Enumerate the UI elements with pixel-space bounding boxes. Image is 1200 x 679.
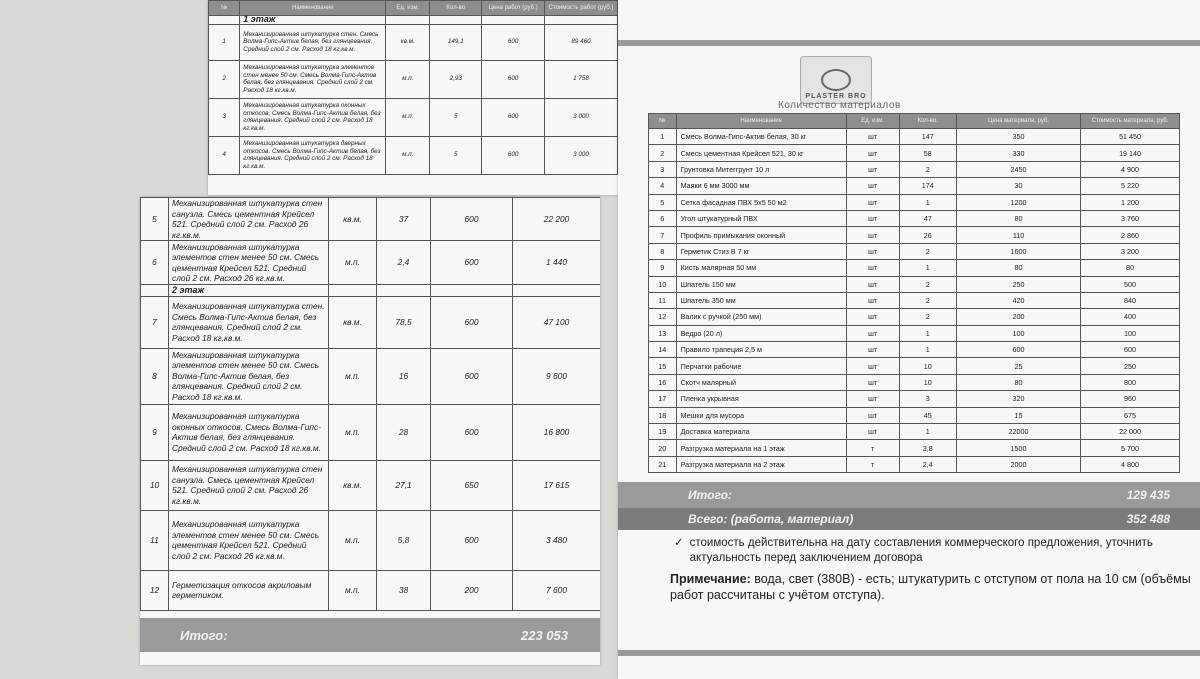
cell-cost: 100: [1081, 325, 1180, 341]
cell-qty: 5: [430, 98, 482, 136]
cell-unit: шт: [846, 407, 899, 423]
cell-unit: шт: [846, 374, 899, 390]
cell-unit: кв.м.: [329, 198, 377, 241]
cell-cost: 3 760: [1081, 210, 1180, 226]
table-row: [649, 178, 1180, 194]
cell-n: 18: [649, 407, 677, 423]
table-row: [649, 227, 1180, 243]
cell-n: 6: [141, 241, 169, 285]
cell-name: Ведро (20 л): [676, 325, 846, 341]
cell-qty: 2: [899, 292, 956, 308]
cell-name: Профиль примыкания оконный: [676, 227, 846, 243]
cell-cost: 960: [1081, 391, 1180, 407]
cell-name: Разгрузка материала на 1 этаж: [676, 440, 846, 456]
cell-price: 80: [956, 374, 1080, 390]
cell-cost: 840: [1081, 292, 1180, 308]
cell-price: 200: [431, 570, 513, 610]
cell-name: Механизированная штукатурка оконных откосов. Смесь Волма-Гипс-Актив белая, без глянцевания. Средний слой 2 см. Расход 18 кг.кв.м.: [240, 98, 386, 136]
cell-qty: 147: [899, 129, 956, 145]
cell-qty: 1: [899, 424, 956, 440]
cell-qty: 149,1: [430, 24, 482, 60]
cell-unit: шт: [846, 358, 899, 374]
divider: [618, 650, 1200, 656]
cell-unit: т: [846, 440, 899, 456]
cell-qty: 27,1: [377, 460, 431, 510]
cell-cost: 9 600: [513, 348, 601, 404]
cell-name: Грунтовка Митеггрунт 10 л: [676, 161, 846, 177]
table-row: [649, 309, 1180, 325]
cell-price: 650: [431, 460, 513, 510]
cell-n: 2: [649, 145, 677, 161]
cell-unit: шт: [846, 276, 899, 292]
cell-name: Механизированная штукатурка оконных откосов. Смесь Волма-Гипс-Актив белая, без глянцевания. Средний слой 2 см. Расход 18 кг.кв.м.: [169, 404, 329, 460]
cell-cost: 5 220: [1081, 178, 1180, 194]
cell-unit: шт: [846, 210, 899, 226]
left-estimate-sheet: [140, 197, 600, 665]
table-row: [649, 243, 1180, 259]
floor-label: 1 этаж: [240, 16, 386, 25]
cell-unit: м.п.: [329, 348, 377, 404]
cell-qty: 10: [899, 374, 956, 390]
remark-label: Примечание:: [670, 572, 751, 586]
validity-note: [674, 536, 1194, 566]
materials-table: [648, 113, 1180, 473]
cell-price: 600: [956, 342, 1080, 358]
grand-total-value: 352 488: [1126, 512, 1170, 526]
cell-price: 600: [431, 510, 513, 570]
cell-unit: шт: [846, 342, 899, 358]
cell-cost: 3 000: [544, 98, 617, 136]
cell-price: 320: [956, 391, 1080, 407]
cell-cost: 5 700: [1081, 440, 1180, 456]
cell-n: 14: [649, 342, 677, 358]
cell-qty: 26: [899, 227, 956, 243]
column-header: Цена материала, руб.: [956, 114, 1080, 129]
cell-cost: 47 100: [513, 296, 601, 348]
cell-price: 420: [956, 292, 1080, 308]
cell-name: Мешки для мусора: [676, 407, 846, 423]
cell-name: Механизированная штукатурка стен. Смесь Волма-Гипс-Актив белая, без глянцевания. Средний слой 2 см. Расход 18 кг.кв.м.: [240, 24, 386, 60]
cell-price: 330: [956, 145, 1080, 161]
cell-price: 15: [956, 407, 1080, 423]
table-row: [141, 296, 601, 348]
cell-cost: 3 000: [544, 136, 617, 174]
cell-n: 12: [649, 309, 677, 325]
cell-n: 11: [141, 510, 169, 570]
cell-n: 1: [649, 129, 677, 145]
floor-row: [141, 285, 601, 297]
cell-qty: 3,8: [899, 440, 956, 456]
cell-unit: м.п.: [329, 404, 377, 460]
cell-price: 600: [431, 296, 513, 348]
cell-n: 1: [209, 24, 240, 60]
table-row: [141, 348, 601, 404]
column-header: Кол-во.: [899, 114, 956, 129]
table-row: [649, 342, 1180, 358]
cell-name: Кисть малярная 50 мм: [676, 260, 846, 276]
cell-unit: шт: [846, 424, 899, 440]
cell-name: Угол штукатурный ПВХ: [676, 210, 846, 226]
cell-n: 19: [649, 424, 677, 440]
cell-n: 3: [209, 98, 240, 136]
cell-n: 3: [649, 161, 677, 177]
cell-n: 17: [649, 391, 677, 407]
column-header: Кол-во: [430, 1, 482, 16]
table-row: [141, 241, 601, 285]
table-row: [649, 276, 1180, 292]
cell-unit: шт: [846, 129, 899, 145]
column-header: №: [209, 1, 240, 16]
cell-n: 11: [649, 292, 677, 308]
check-icon: ✓: [674, 537, 684, 549]
cell-price: 2000: [956, 456, 1080, 472]
table-header-row: [649, 114, 1180, 129]
floor-label: 2 этаж: [169, 285, 329, 297]
cell-qty: 1: [899, 325, 956, 341]
cell-name: Правило трапеция 2,5 м: [676, 342, 846, 358]
table-row: [209, 136, 618, 174]
cell-price: 600: [431, 198, 513, 241]
cell-unit: кв.м.: [386, 24, 430, 60]
cell-name: Герметизация откосов акриловым герметиком.: [169, 570, 329, 610]
cell-name: Смесь Волма-Гипс-Актив белая, 30 кг: [676, 129, 846, 145]
materials-table-wrap: [648, 113, 1180, 473]
cell-name: Скотч малярный: [676, 374, 846, 390]
cell-qty: 3: [899, 391, 956, 407]
table-row: [649, 391, 1180, 407]
brand-logo: [800, 56, 872, 104]
cell-qty: 47: [899, 210, 956, 226]
cell-n: 9: [649, 260, 677, 276]
cell-cost: 4 900: [1081, 161, 1180, 177]
table-row: [649, 440, 1180, 456]
cell-n: 4: [649, 178, 677, 194]
table-row: [649, 456, 1180, 472]
cell-name: Шпатель 150 мм: [676, 276, 846, 292]
cell-n: 12: [141, 570, 169, 610]
cell-cost: 80: [1081, 260, 1180, 276]
cell-unit: кв.м.: [329, 296, 377, 348]
column-header: Стоимость работ (руб.): [544, 1, 617, 16]
grand-total-label: Всего: (работа, материал): [688, 512, 854, 526]
cell-n: 7: [649, 227, 677, 243]
cell-n: 13: [649, 325, 677, 341]
table-row: [209, 60, 618, 98]
cell-unit: кв.м.: [329, 460, 377, 510]
cell-n: 2: [209, 60, 240, 98]
cell-qty: 28: [377, 404, 431, 460]
cell-name: Разгрузка материала на 2 этаж: [676, 456, 846, 472]
cell-cost: 3 200: [1081, 243, 1180, 259]
cell-n: 20: [649, 440, 677, 456]
cell-price: 2450: [956, 161, 1080, 177]
cell-unit: шт: [846, 391, 899, 407]
column-header: Наименование: [240, 1, 386, 16]
cell-n: 7: [141, 296, 169, 348]
cell-qty: 38: [377, 570, 431, 610]
cell-name: Механизированная штукатурка элементов стен менее 50 см. Смесь цементная Крейсел 521. Средний слой 2 см. Расход 26 кг.кв.м.: [169, 510, 329, 570]
cell-name: Шпатель 350 мм: [676, 292, 846, 308]
cell-price: 250: [956, 276, 1080, 292]
grand-total-bar: [618, 508, 1200, 530]
cell-qty: 174: [899, 178, 956, 194]
cell-cost: 22 200: [513, 198, 601, 241]
cell-name: Доставка материала: [676, 424, 846, 440]
cell-price: 350: [956, 129, 1080, 145]
table-row: [649, 374, 1180, 390]
cell-qty: 5,8: [377, 510, 431, 570]
cell-cost: 675: [1081, 407, 1180, 423]
cell-price: 200: [956, 309, 1080, 325]
table-row: [141, 460, 601, 510]
cell-n: 8: [649, 243, 677, 259]
column-header: Наименование: [676, 114, 846, 129]
cell-name: Механизированная штукатурка элементов стен менее 50 см. Смесь Волма-Гипс-Актив белая, без глянцевания. Средний слой 2 см. Расход 18 кг.кв.м.: [169, 348, 329, 404]
table-row: [649, 129, 1180, 145]
cell-cost: 800: [1081, 374, 1180, 390]
cell-n: 21: [649, 456, 677, 472]
cell-price: 1500: [956, 440, 1080, 456]
floor-row: [209, 16, 618, 25]
cell-qty: 1: [899, 342, 956, 358]
table-row: [649, 424, 1180, 440]
cell-n: 10: [649, 276, 677, 292]
table-row: [649, 161, 1180, 177]
cell-unit: м.п.: [386, 98, 430, 136]
cell-price: 110: [956, 227, 1080, 243]
column-header: Стоимость материала, руб.: [1081, 114, 1180, 129]
table-row: [649, 260, 1180, 276]
cell-name: Валик с ручкой (250 мм): [676, 309, 846, 325]
cell-n: 5: [141, 198, 169, 241]
table-row: [209, 24, 618, 60]
column-header: №: [649, 114, 677, 129]
cell-price: 22000: [956, 424, 1080, 440]
cell-cost: 22 000: [1081, 424, 1180, 440]
cell-unit: шт: [846, 161, 899, 177]
cell-unit: шт: [846, 194, 899, 210]
cell-price: 80: [956, 260, 1080, 276]
cell-unit: м.п.: [329, 241, 377, 285]
cell-cost: 1 440: [513, 241, 601, 285]
cell-qty: 58: [899, 145, 956, 161]
table-row: [649, 194, 1180, 210]
cell-qty: 16: [377, 348, 431, 404]
cell-name: Механизированная штукатурка дверных откосов. Смесь Волма-Гипс-Актив белая, без глянцевания. Средний слой 2 см. Расход 18 кг.кв.м.: [240, 136, 386, 174]
cell-cost: 1 200: [1081, 194, 1180, 210]
divider: [618, 40, 1200, 46]
table-row: [649, 325, 1180, 341]
cell-unit: шт: [846, 227, 899, 243]
total-label: Итого:: [688, 488, 732, 502]
cell-qty: 2: [899, 161, 956, 177]
cell-name: Маяки 6 мм 3000 мм: [676, 178, 846, 194]
materials-title: Количество материалов: [778, 100, 901, 111]
cell-unit: шт: [846, 145, 899, 161]
cell-unit: м.п.: [329, 510, 377, 570]
cell-price: 25: [956, 358, 1080, 374]
logo-mark-icon: [821, 69, 851, 91]
cell-qty: 45: [899, 407, 956, 423]
cell-unit: м.п.: [386, 136, 430, 174]
total-value: 129 435: [1126, 488, 1170, 502]
table-row: [649, 358, 1180, 374]
cell-price: 600: [431, 241, 513, 285]
cell-cost: 600: [1081, 342, 1180, 358]
cell-n: 16: [649, 374, 677, 390]
cell-n: 9: [141, 404, 169, 460]
cell-n: 10: [141, 460, 169, 510]
cell-n: 4: [209, 136, 240, 174]
cell-cost: 89 460: [544, 24, 617, 60]
logo-brand-text: PLASTER BRO: [805, 93, 867, 100]
cell-qty: 2: [899, 276, 956, 292]
table-row: [141, 198, 601, 241]
cell-n: 6: [649, 210, 677, 226]
cell-name: Механизированная штукатурка стен санузла. Смесь цементная Крейсел 521. Средний слой 2 см. Расход 26 кг.кв.м.: [169, 198, 329, 241]
materials-total-bar: [618, 482, 1200, 508]
cell-cost: 3 480: [513, 510, 601, 570]
cell-price: 100: [956, 325, 1080, 341]
table-row: [141, 570, 601, 610]
remark-text: вода, свет (380В) - есть; штукатурить с отступом от пола на 10 см (объёмы работ рассчитаны с учётом отступа).: [670, 572, 1191, 602]
cell-qty: 5: [430, 136, 482, 174]
works-total-bar: [140, 618, 600, 652]
cell-qty: 1: [899, 260, 956, 276]
table-row: [209, 98, 618, 136]
total-label: Итого:: [180, 627, 228, 643]
cell-name: Механизированная штукатурка стен. Смесь Волма-Гипс-Актив белая, без глянцевания. Средний слой 2 см. Расход 18 кг.кв.м.: [169, 296, 329, 348]
cell-price: 600: [431, 404, 513, 460]
cell-qty: 2,93: [430, 60, 482, 98]
cell-price: 1600: [956, 243, 1080, 259]
table-row: [649, 407, 1180, 423]
cell-unit: м.п.: [329, 570, 377, 610]
cell-price: 600: [482, 98, 545, 136]
cell-unit: м.п.: [386, 60, 430, 98]
cell-qty: 78,5: [377, 296, 431, 348]
table-row: [141, 404, 601, 460]
remark: [670, 571, 1196, 603]
cell-cost: 2 860: [1081, 227, 1180, 243]
cell-price: 600: [431, 348, 513, 404]
cell-cost: 4 800: [1081, 456, 1180, 472]
cell-unit: шт: [846, 325, 899, 341]
cell-name: Смесь цементная Крейсел 521, 30 кг: [676, 145, 846, 161]
cell-price: 600: [482, 136, 545, 174]
cell-n: 5: [649, 194, 677, 210]
cell-price: 1200: [956, 194, 1080, 210]
total-value: 223 053: [521, 627, 568, 643]
cell-unit: шт: [846, 178, 899, 194]
cell-cost: 7 600: [513, 570, 601, 610]
table-row: [141, 510, 601, 570]
cell-qty: 37: [377, 198, 431, 241]
left-works-table: [140, 197, 600, 611]
cell-name: Герметик Стиз В 7 кг: [676, 243, 846, 259]
cell-qty: 2: [899, 243, 956, 259]
cell-unit: шт: [846, 309, 899, 325]
cell-qty: 2,4: [899, 456, 956, 472]
cell-unit: шт: [846, 243, 899, 259]
cell-cost: 19 140: [1081, 145, 1180, 161]
cell-name: Перчатки рабочие: [676, 358, 846, 374]
cell-price: 30: [956, 178, 1080, 194]
cell-qty: 1: [899, 194, 956, 210]
cell-cost: 500: [1081, 276, 1180, 292]
cell-cost: 17 615: [513, 460, 601, 510]
cell-name: Механизированная штукатурка стен санузла. Смесь цементная Крейсел 521. Средний слой 2 см. Расход 26 кг.кв.м.: [169, 460, 329, 510]
cell-name: Механизированная штукатурка элементов стен менее 50 см. Смесь Волма-Гипс-Актив белая, без глянцевания. Средний слой 2 см. Расход 18 кг.кв.м.: [240, 60, 386, 98]
cell-n: 15: [649, 358, 677, 374]
cell-unit: шт: [846, 292, 899, 308]
cell-price: 600: [482, 60, 545, 98]
cell-n: 8: [141, 348, 169, 404]
cell-name: Сетка фасадная ПВХ 5х5 50 м2: [676, 194, 846, 210]
cell-price: 80: [956, 210, 1080, 226]
column-header: Ед. изм.: [846, 114, 899, 129]
cell-cost: 16 800: [513, 404, 601, 460]
cell-qty: 10: [899, 358, 956, 374]
cell-cost: 250: [1081, 358, 1180, 374]
table-row: [649, 210, 1180, 226]
cell-price: 600: [482, 24, 545, 60]
column-header: Цена работ (руб.): [482, 1, 545, 16]
cell-qty: 2,4: [377, 241, 431, 285]
top-works-table: [208, 0, 618, 175]
cell-qty: 2: [899, 309, 956, 325]
cell-cost: 400: [1081, 309, 1180, 325]
cell-name: Пленка укрывная: [676, 391, 846, 407]
materials-sheet: [618, 0, 1200, 679]
cell-name: Механизированная штукатурка элементов стен менее 50 см. Смесь цементная Крейсел 521. Средний слой 2 см. Расход 26 кг.кв.м.: [169, 241, 329, 285]
cell-unit: шт: [846, 260, 899, 276]
cell-unit: т: [846, 456, 899, 472]
table-row: [649, 145, 1180, 161]
top-estimate-sheet: [208, 0, 618, 195]
table-row: [649, 292, 1180, 308]
validity-note-text: стоимость действительна на дату составления коммерческого предложения, уточнить актуальность перед заключением договора: [689, 537, 1153, 564]
cell-cost: 1 758: [544, 60, 617, 98]
cell-cost: 51 450: [1081, 129, 1180, 145]
column-header: Ед. изм.: [386, 1, 430, 16]
